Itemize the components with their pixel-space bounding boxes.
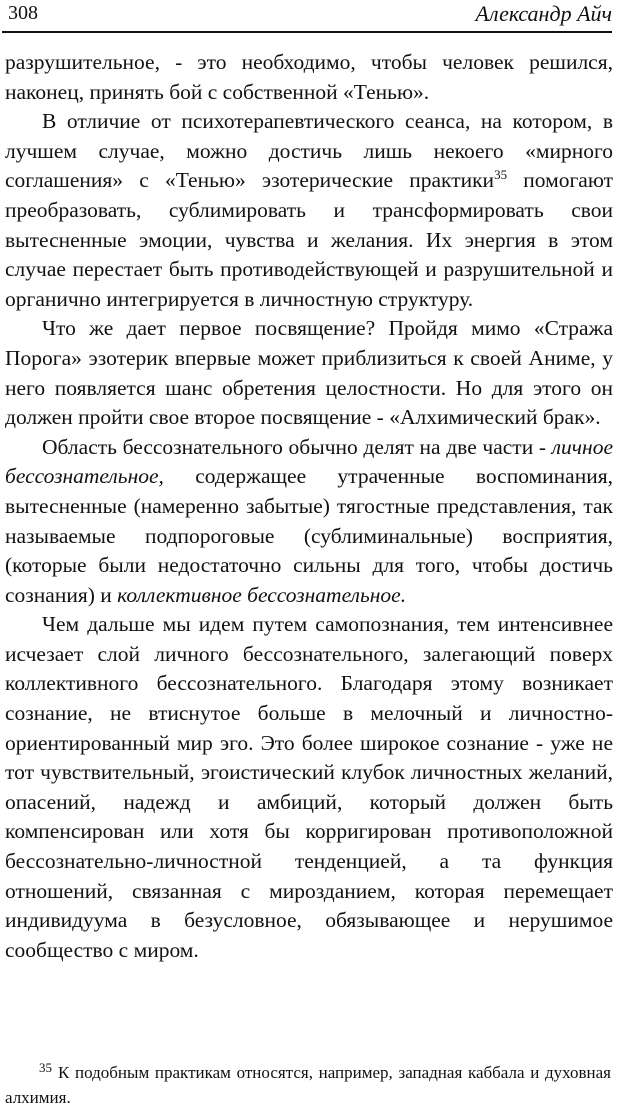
paragraph-3: Что же дает первое посвящение? Пройдя мимо «Стража Порога» эзотерик впервые может приблизиться к своей Аниме, у него появляется шанс обретения целостности. Но для этого он должен пройти свое второе посвящение - «Алхимический брак». xyxy=(5,316,613,430)
paragraph-5: Чем дальше мы идем путем самопознания, тем интенсивнее исчезает слой личного бессознательного, залегающий поверх коллективного бессознательного. Благодаря этому возникает сознание, не втиснутое больше в мелочный и личностно-ориентированный мир эго. Это более широкое сознание - уже не тот чувствительный, эгоистический клубок личностных желаний, опасений, надежд и амбиций, который должен быть компенсирован или хотя бы корригирован противоположной бессознательно-личностной тенденцией, а та функция отношений, связанная с мирозданием, которая перемещает индивидуума в безусловное, обязывающее и нерушимое сообщество с миром. xyxy=(5,612,613,962)
term-personal-unconscious: личное бессознательное, xyxy=(5,434,613,489)
footnote-number: 35 xyxy=(39,1060,52,1075)
running-header xyxy=(0,0,612,36)
paragraph-4-text-a: Область бессознательного обычно делят на две части - xyxy=(42,434,552,459)
footnote-reference[interactable]: 35 xyxy=(494,167,508,183)
page-number: 308 xyxy=(8,2,38,24)
term-collective-unconscious: коллективное бессознательное. xyxy=(117,582,407,607)
footnote-text: К подобным практикам относятся, например, западная каббала и духовная алхимия. xyxy=(5,1063,611,1107)
paragraph-2-text-a: В отличие от психотерапевтического сеанса, на котором, в лучшем случае, можно достичь лишь некоего «мирного соглашения» с «Тенью» эзотерические практики xyxy=(5,109,613,193)
footnote xyxy=(5,1061,611,1110)
main-text xyxy=(5,48,613,965)
header-rule xyxy=(2,31,612,33)
running-head-author: Александр Айч xyxy=(475,1,612,26)
paragraph-2 xyxy=(5,107,613,314)
paragraph-1: разрушительное, - это необходимо, чтобы человек решился, наконец, принять бой с собственной «Тенью». xyxy=(5,50,613,104)
paragraph-4 xyxy=(5,433,613,611)
paragraph-4-text-b: содержащее утраченные воспоминания, вытесненные (намеренно забытые) тягостные представления, так называемые подпороговые (сублиминальные) восприятия, (которые были недостаточно сильны для того, чтобы достичь сознания) и xyxy=(5,464,613,607)
paragraph-2-text-b: помогают преобразовать, сублимировать и трансформировать свои вытесненные эмоции, чувства и желания. Их энергия в этом случае перестает быть противодействующей и разрушительной и органично интегрируется в личностную структуру. xyxy=(5,168,613,311)
